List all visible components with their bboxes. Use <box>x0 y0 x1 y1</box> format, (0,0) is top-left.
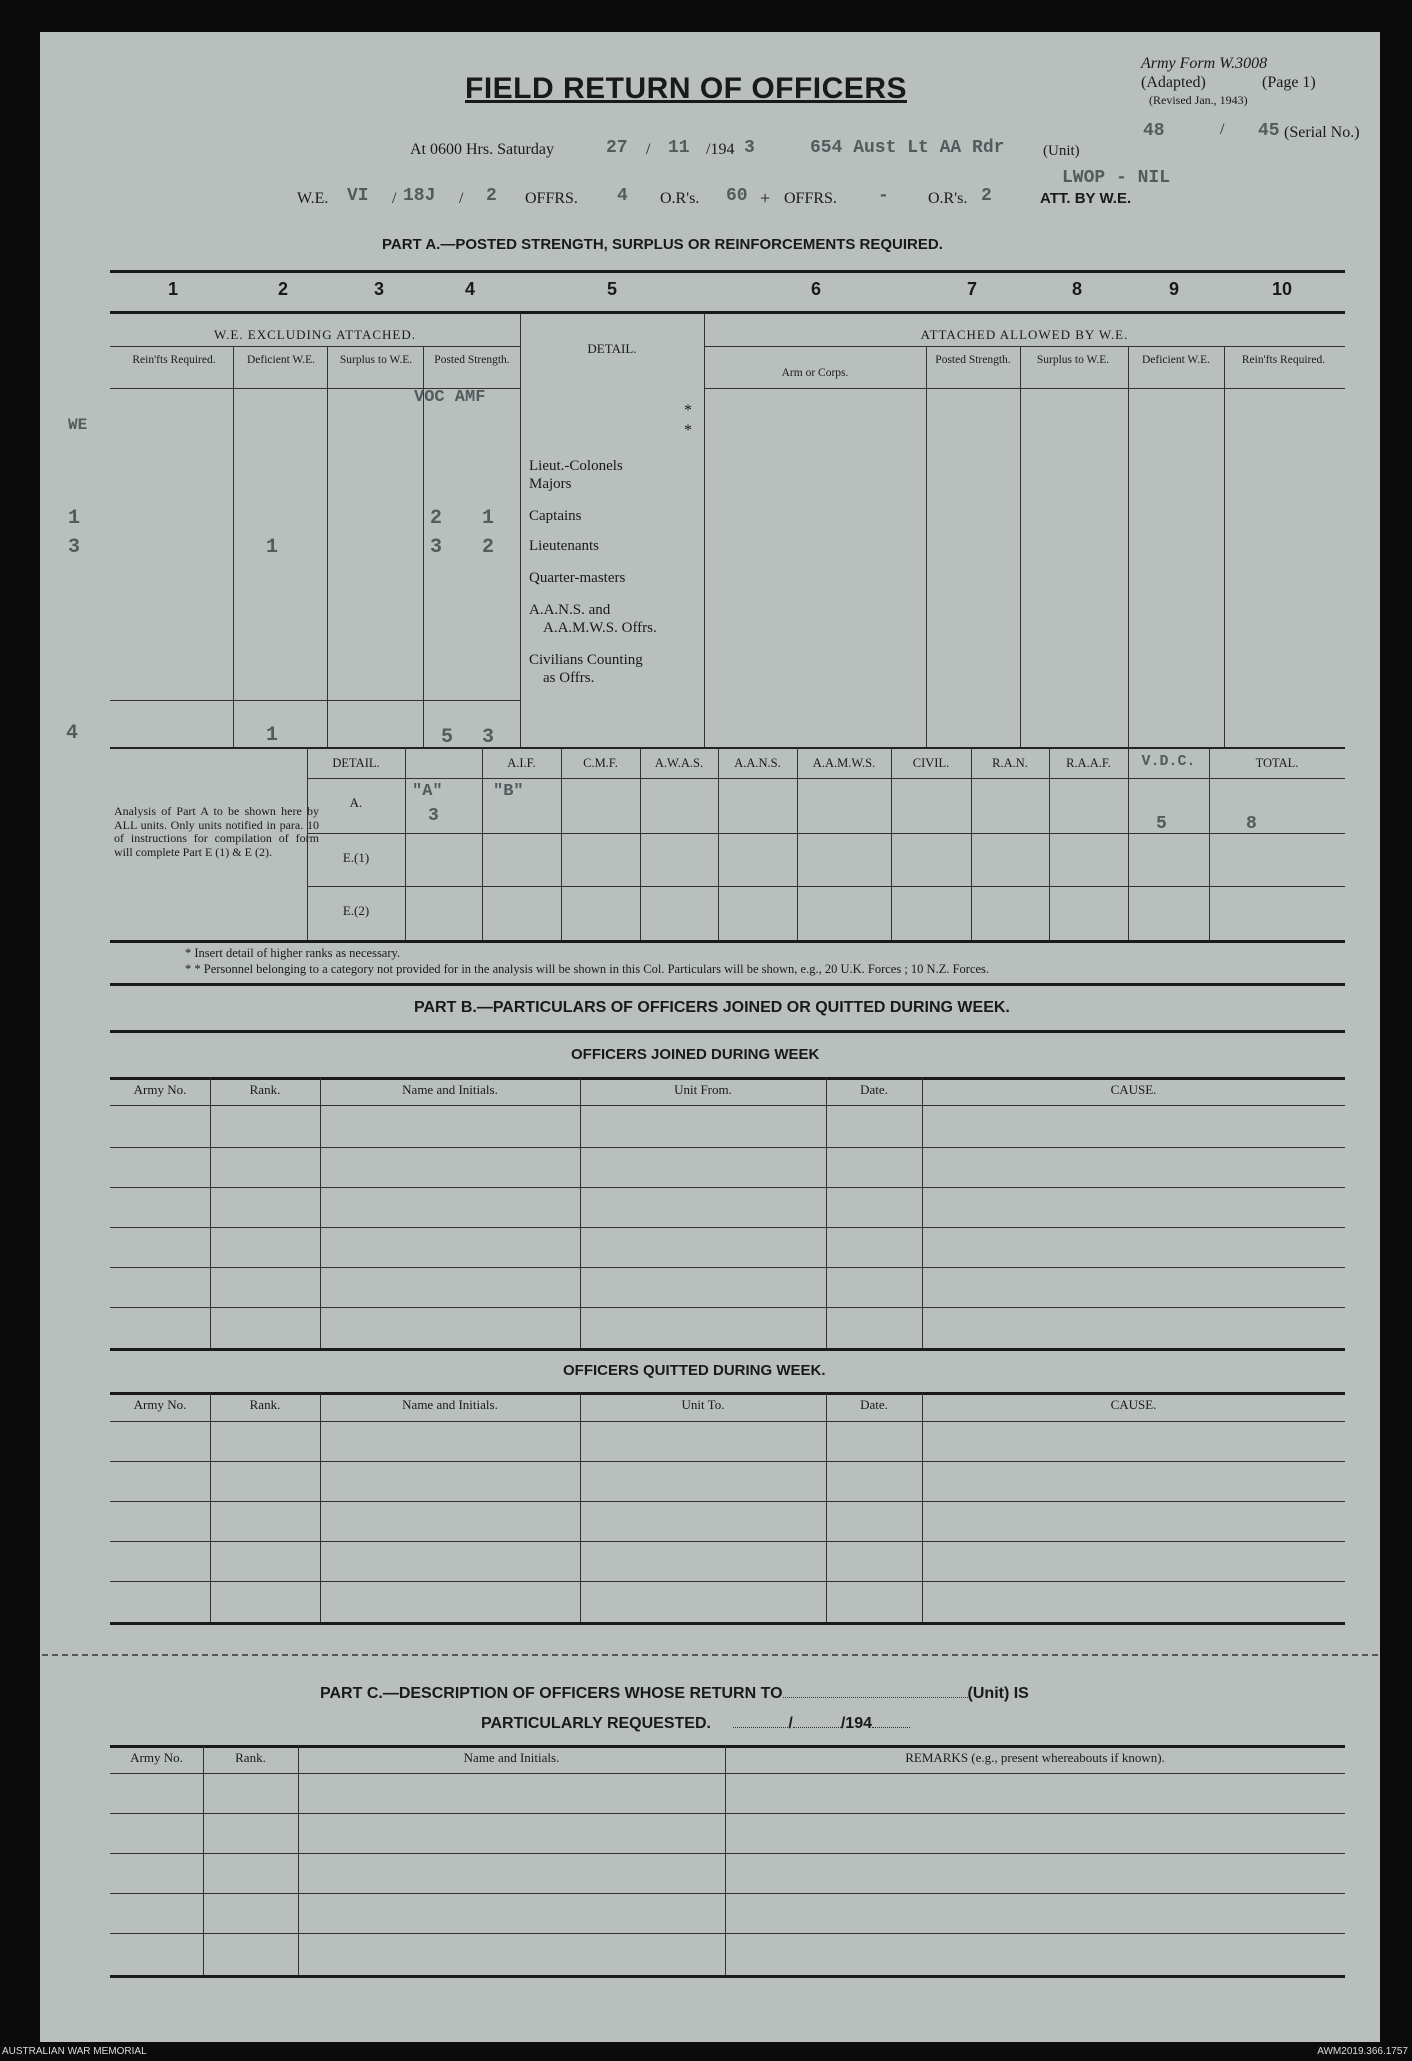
lieut-margin-value: 3 <box>68 536 81 559</box>
header-deficient: Deficient W.E. <box>246 354 316 366</box>
col-divider <box>704 313 705 747</box>
analysis-row-rule <box>307 886 1345 887</box>
quitted-col-army-no: Army No. <box>133 1397 187 1412</box>
part-c-divider <box>298 1746 299 1975</box>
analysis-divider <box>718 748 719 940</box>
serial-slash: / <box>1220 121 1225 138</box>
joined-row-rule <box>110 1307 1345 1308</box>
footnote-1: * Insert detail of higher ranks as necessary. <box>185 946 401 960</box>
col-divider <box>233 347 234 747</box>
quitted-col-name: Name and Initials. <box>402 1397 498 1412</box>
analysis-top-rule <box>110 747 1345 749</box>
army-form-label: Army Form W.3008 <box>1141 55 1268 72</box>
analysis-header-raaf: R.A.A.F. <box>1066 756 1111 770</box>
part-c-year: /194 <box>840 1715 872 1732</box>
col-number-4: 4 <box>465 279 476 299</box>
quitted-divider <box>922 1393 923 1622</box>
quitted-divider <box>826 1393 827 1622</box>
aif-a-heading: "A" <box>412 782 443 801</box>
ors-label: O.R's. <box>660 190 700 207</box>
lieut-deficient-value: 1 <box>266 536 279 559</box>
joined-row-rule <box>110 1105 1345 1106</box>
col-number-1: 1 <box>168 279 179 299</box>
joined-row-rule <box>110 1267 1345 1268</box>
date-year-prefix: /194 <box>706 141 735 158</box>
analysis-row-e2: E.(2) <box>342 903 370 918</box>
rank-majors: Majors <box>529 476 572 492</box>
part-c-divider <box>203 1746 204 1975</box>
total-amf-value: 3 <box>482 726 495 749</box>
vdc-value: 5 <box>1156 814 1167 834</box>
detail-header: DETAIL. <box>587 341 637 356</box>
part-c-date-slash: / <box>788 1715 793 1732</box>
joined-col-name: Name and Initials. <box>402 1082 498 1097</box>
quitted-bottom-rule <box>110 1622 1345 1625</box>
offrs2-label: OFFRS. <box>784 190 837 207</box>
quitted-row-rule <box>110 1581 1345 1582</box>
date-day: 27 <box>606 138 628 158</box>
joined-divider <box>922 1078 923 1348</box>
we-slash-1: / <box>392 190 397 207</box>
analysis-divider <box>640 748 641 940</box>
header-reinfts-att: Rein'fts Required. <box>1241 354 1326 366</box>
footnote-2: * * Personnel belonging to a category not provided for in the analysis will be shown in this Col. Particulars will be shown, e.g., 20 U.K. Forces ; 10 N.Z. Forces. <box>185 962 990 976</box>
analysis-header-aif: A.I.F. <box>507 756 536 770</box>
part-c-unit-blank <box>783 1697 968 1698</box>
date-year-typed: 3 <box>744 138 755 158</box>
captains-amf-value: 1 <box>482 507 495 530</box>
col-divider <box>520 313 521 747</box>
analysis-header-cmf: C.M.F. <box>583 756 618 770</box>
part-c-col-rank: Rank. <box>235 1750 266 1765</box>
we-value-2: 18J <box>403 186 436 206</box>
rank-aans-1: A.A.N.S. and <box>529 602 611 618</box>
quitted-header-top <box>110 1392 1345 1395</box>
analysis-header-vdc: V.D.C. <box>1141 753 1196 770</box>
part-c-row-rule <box>110 1933 1345 1934</box>
part-a-top-rule <box>110 270 1345 273</box>
part-c-col-army-no: Army No. <box>130 1750 183 1765</box>
rank-lieutenants: Lieutenants <box>529 538 599 554</box>
analysis-divider <box>971 748 972 940</box>
captains-margin-value: 1 <box>68 507 81 530</box>
analysis-row-rule <box>307 833 1345 834</box>
att-by-we-label: ATT. BY W.E. <box>1040 190 1132 207</box>
analysis-divider <box>561 748 562 940</box>
quitted-divider <box>580 1393 581 1622</box>
col-number-6: 6 <box>811 279 822 299</box>
analysis-row-a: A. <box>349 795 363 810</box>
detail-star-2: * <box>684 422 692 439</box>
joined-row-rule <box>110 1227 1345 1228</box>
part-c-row-rule <box>110 1853 1345 1854</box>
revised-label: (Revised Jan., 1943) <box>1149 93 1248 107</box>
analysis-header-aamws: A.A.M.W.S. <box>812 756 876 770</box>
part-c-title: PART C.—DESCRIPTION OF OFFICERS WHOSE RETURN TO <box>320 1685 783 1702</box>
attached-allowed-header: ATTACHED ALLOWED BY W.E. <box>920 327 1129 342</box>
quitted-col-unit-to: Unit To. <box>681 1397 725 1412</box>
footer-source: AUSTRALIAN WAR MEMORIAL <box>2 2046 147 2057</box>
header-posted-att: Posted Strength. <box>935 354 1011 366</box>
analysis-divider <box>797 748 798 940</box>
margin-we: WE <box>68 416 88 434</box>
lwop-note: LWOP - NIL <box>1062 168 1171 188</box>
quitted-row-rule <box>110 1421 1345 1422</box>
offrs-label: OFFRS. <box>525 190 578 207</box>
analysis-row-e1: E.(1) <box>342 850 370 865</box>
quitted-col-cause: CAUSE. <box>1110 1397 1157 1412</box>
we-value-3: 2 <box>486 186 497 206</box>
we-label: W.E. <box>297 190 329 207</box>
analysis-divider <box>405 748 406 940</box>
rank-aans-2: A.A.M.W.S. Offrs. <box>543 620 657 636</box>
lieut-voc-value: 3 <box>430 536 443 559</box>
col-number-2: 2 <box>278 279 289 299</box>
part-b-title: PART B.—PARTICULARS OF OFFICERS JOINED OR QUITTED DURING WEEK. <box>414 999 1010 1016</box>
part-c-date-blank-2 <box>793 1727 841 1728</box>
rank-lt-colonels: Lieut.-Colonels <box>529 458 623 474</box>
plus-sign: + <box>760 188 771 208</box>
header-deficient-att: Deficient W.E. <box>1141 354 1211 366</box>
analysis-divider <box>891 748 892 940</box>
col-number-10: 10 <box>1272 279 1293 299</box>
part-b-title-rule <box>110 1030 1345 1033</box>
joined-row-rule <box>110 1147 1345 1148</box>
col-divider <box>1020 347 1021 747</box>
page-number-label: (Page 1) <box>1262 74 1316 91</box>
offrs2-value: - <box>878 186 889 206</box>
joined-row-rule <box>110 1187 1345 1188</box>
joined-col-rank: Rank. <box>249 1082 281 1097</box>
total-voc-value: 5 <box>441 726 454 749</box>
part-c-row-rule <box>110 1773 1345 1774</box>
part-c-row-rule <box>110 1893 1345 1894</box>
ors2-value: 2 <box>981 186 992 206</box>
aif-a-value: 3 <box>428 806 439 826</box>
detail-star-1: * <box>684 402 692 419</box>
rank-civilians-1: Civilians Counting <box>529 652 643 668</box>
we-excluding-header: W.E. EXCLUDING ATTACHED. <box>214 327 416 342</box>
analysis-header-civil: CIVIL. <box>912 756 950 770</box>
analysis-header-detail: DETAIL. <box>332 756 380 770</box>
joined-col-date: Date. <box>860 1082 888 1097</box>
col-divider <box>1128 347 1129 747</box>
date-slash-1: / <box>646 141 651 158</box>
analysis-header-awas: A.W.A.S. <box>654 756 704 770</box>
we-group-rule <box>110 346 520 347</box>
rank-captains: Captains <box>529 508 582 524</box>
quitted-title: OFFICERS QUITTED DURING WEEK. <box>563 1362 826 1379</box>
analysis-note: Analysis of Part A to be shown here by ALL units. Only units notified in para. 10 of instructions for compilation of form will complete Part E (1) & E (2). <box>114 804 319 859</box>
joined-col-unit-from: Unit From. <box>674 1082 732 1097</box>
joined-divider <box>210 1078 211 1348</box>
total-deficient-value: 1 <box>266 724 279 747</box>
quitted-row-rule <box>110 1461 1345 1462</box>
col-divider <box>1224 347 1225 747</box>
joined-divider <box>320 1078 321 1348</box>
quitted-col-date: Date. <box>860 1397 888 1412</box>
part-c-col-remarks: REMARKS (e.g., present whereabouts if known). <box>905 1750 1165 1765</box>
joined-col-cause: CAUSE. <box>1110 1082 1157 1097</box>
joined-divider <box>826 1078 827 1348</box>
analysis-divider <box>1128 748 1129 940</box>
part-c-date-blank-1 <box>733 1727 788 1728</box>
tear-off-line <box>42 1654 1378 1656</box>
part-c-divider <box>725 1746 726 1975</box>
total-value: 8 <box>1246 814 1257 834</box>
page-title: FIELD RETURN OF OFFICERS <box>465 72 907 105</box>
analysis-header-total: TOTAL. <box>1255 756 1299 770</box>
total-margin-value: 4 <box>66 722 79 745</box>
analysis-divider <box>482 748 483 940</box>
part-b-top-rule <box>110 983 1345 986</box>
adapted-label: (Adapted) <box>1141 74 1206 91</box>
at-hours-label: At 0600 Hrs. Saturday <box>410 141 554 158</box>
joined-bottom-rule <box>110 1348 1345 1351</box>
footer-accession: AWM2019.366.1757 <box>1317 2046 1408 2057</box>
date-month: 11 <box>668 138 690 158</box>
header-arm-corps: Arm or Corps. <box>781 367 849 379</box>
part-c-line-1 <box>320 1685 1029 1703</box>
rank-quartermasters: Quarter-masters <box>529 570 626 586</box>
serial-label: (Serial No.) <box>1284 124 1360 141</box>
unit-label: (Unit) <box>1043 143 1080 159</box>
we-slash-2: / <box>459 190 464 207</box>
header-posted: Posted Strength. <box>434 354 510 366</box>
header-surplus-att: Surplus to W.E. <box>1036 354 1110 366</box>
part-c-bottom-rule <box>110 1975 1345 1978</box>
part-c-year-blank <box>872 1727 910 1728</box>
part-c-unit-label: (Unit) IS <box>967 1685 1029 1702</box>
quitted-row-rule <box>110 1501 1345 1502</box>
col-number-7: 7 <box>967 279 978 299</box>
part-c-col-name: Name and Initials. <box>463 1750 560 1765</box>
unit-name-typed: 654 Aust Lt AA Rdr <box>810 138 1005 158</box>
posted-voc-amf: VOC AMF <box>414 388 486 407</box>
rank-civilians-2: as Offrs. <box>543 670 595 686</box>
analysis-bottom-rule <box>110 940 1345 943</box>
aif-b-heading: "B" <box>493 782 524 801</box>
part-c-header-top <box>110 1745 1345 1748</box>
col-divider <box>926 347 927 747</box>
lieut-amf-value: 2 <box>482 536 495 559</box>
part-c-row-rule <box>110 1813 1345 1814</box>
part-a-col-rule <box>110 311 1345 314</box>
quitted-row-rule <box>110 1541 1345 1542</box>
total-row-rule <box>110 700 520 701</box>
analysis-header-ran: R.A.N. <box>992 756 1028 770</box>
part-c-line-2 <box>481 1715 910 1733</box>
quitted-divider <box>210 1393 211 1622</box>
we-value-1: VI <box>347 186 369 206</box>
joined-divider <box>580 1078 581 1348</box>
analysis-divider <box>1049 748 1050 940</box>
serial-number-b: 45 <box>1258 121 1280 141</box>
offrs-value: 4 <box>617 186 628 206</box>
subheader-rule-att <box>704 388 1345 389</box>
quitted-col-rank: Rank. <box>249 1397 281 1412</box>
serial-number-a: 48 <box>1143 121 1165 141</box>
part-c-requested: PARTICULARLY REQUESTED. <box>481 1715 711 1732</box>
analysis-header-rule <box>307 778 1345 779</box>
ors-value: 60 <box>726 186 748 206</box>
header-reinfts: Rein'fts Required. <box>132 354 216 366</box>
col-number-9: 9 <box>1169 279 1180 299</box>
part-a-title: PART A.—POSTED STRENGTH, SURPLUS OR REINFORCEMENTS REQUIRED. <box>382 236 943 253</box>
analysis-header-aans: A.A.N.S. <box>734 756 781 770</box>
analysis-divider <box>1209 748 1210 940</box>
col-number-5: 5 <box>607 279 618 299</box>
captains-voc-value: 2 <box>430 507 443 530</box>
att-group-rule <box>704 346 1345 347</box>
col-number-8: 8 <box>1072 279 1083 299</box>
joined-title: OFFICERS JOINED DURING WEEK <box>571 1046 820 1063</box>
col-divider <box>327 347 328 747</box>
joined-header-top <box>110 1077 1345 1080</box>
col-divider <box>423 347 424 747</box>
quitted-divider <box>320 1393 321 1622</box>
joined-col-army-no: Army No. <box>133 1082 187 1097</box>
ors2-label: O.R's. <box>928 190 968 207</box>
header-surplus: Surplus to W.E. <box>339 354 413 366</box>
col-number-3: 3 <box>374 279 385 299</box>
